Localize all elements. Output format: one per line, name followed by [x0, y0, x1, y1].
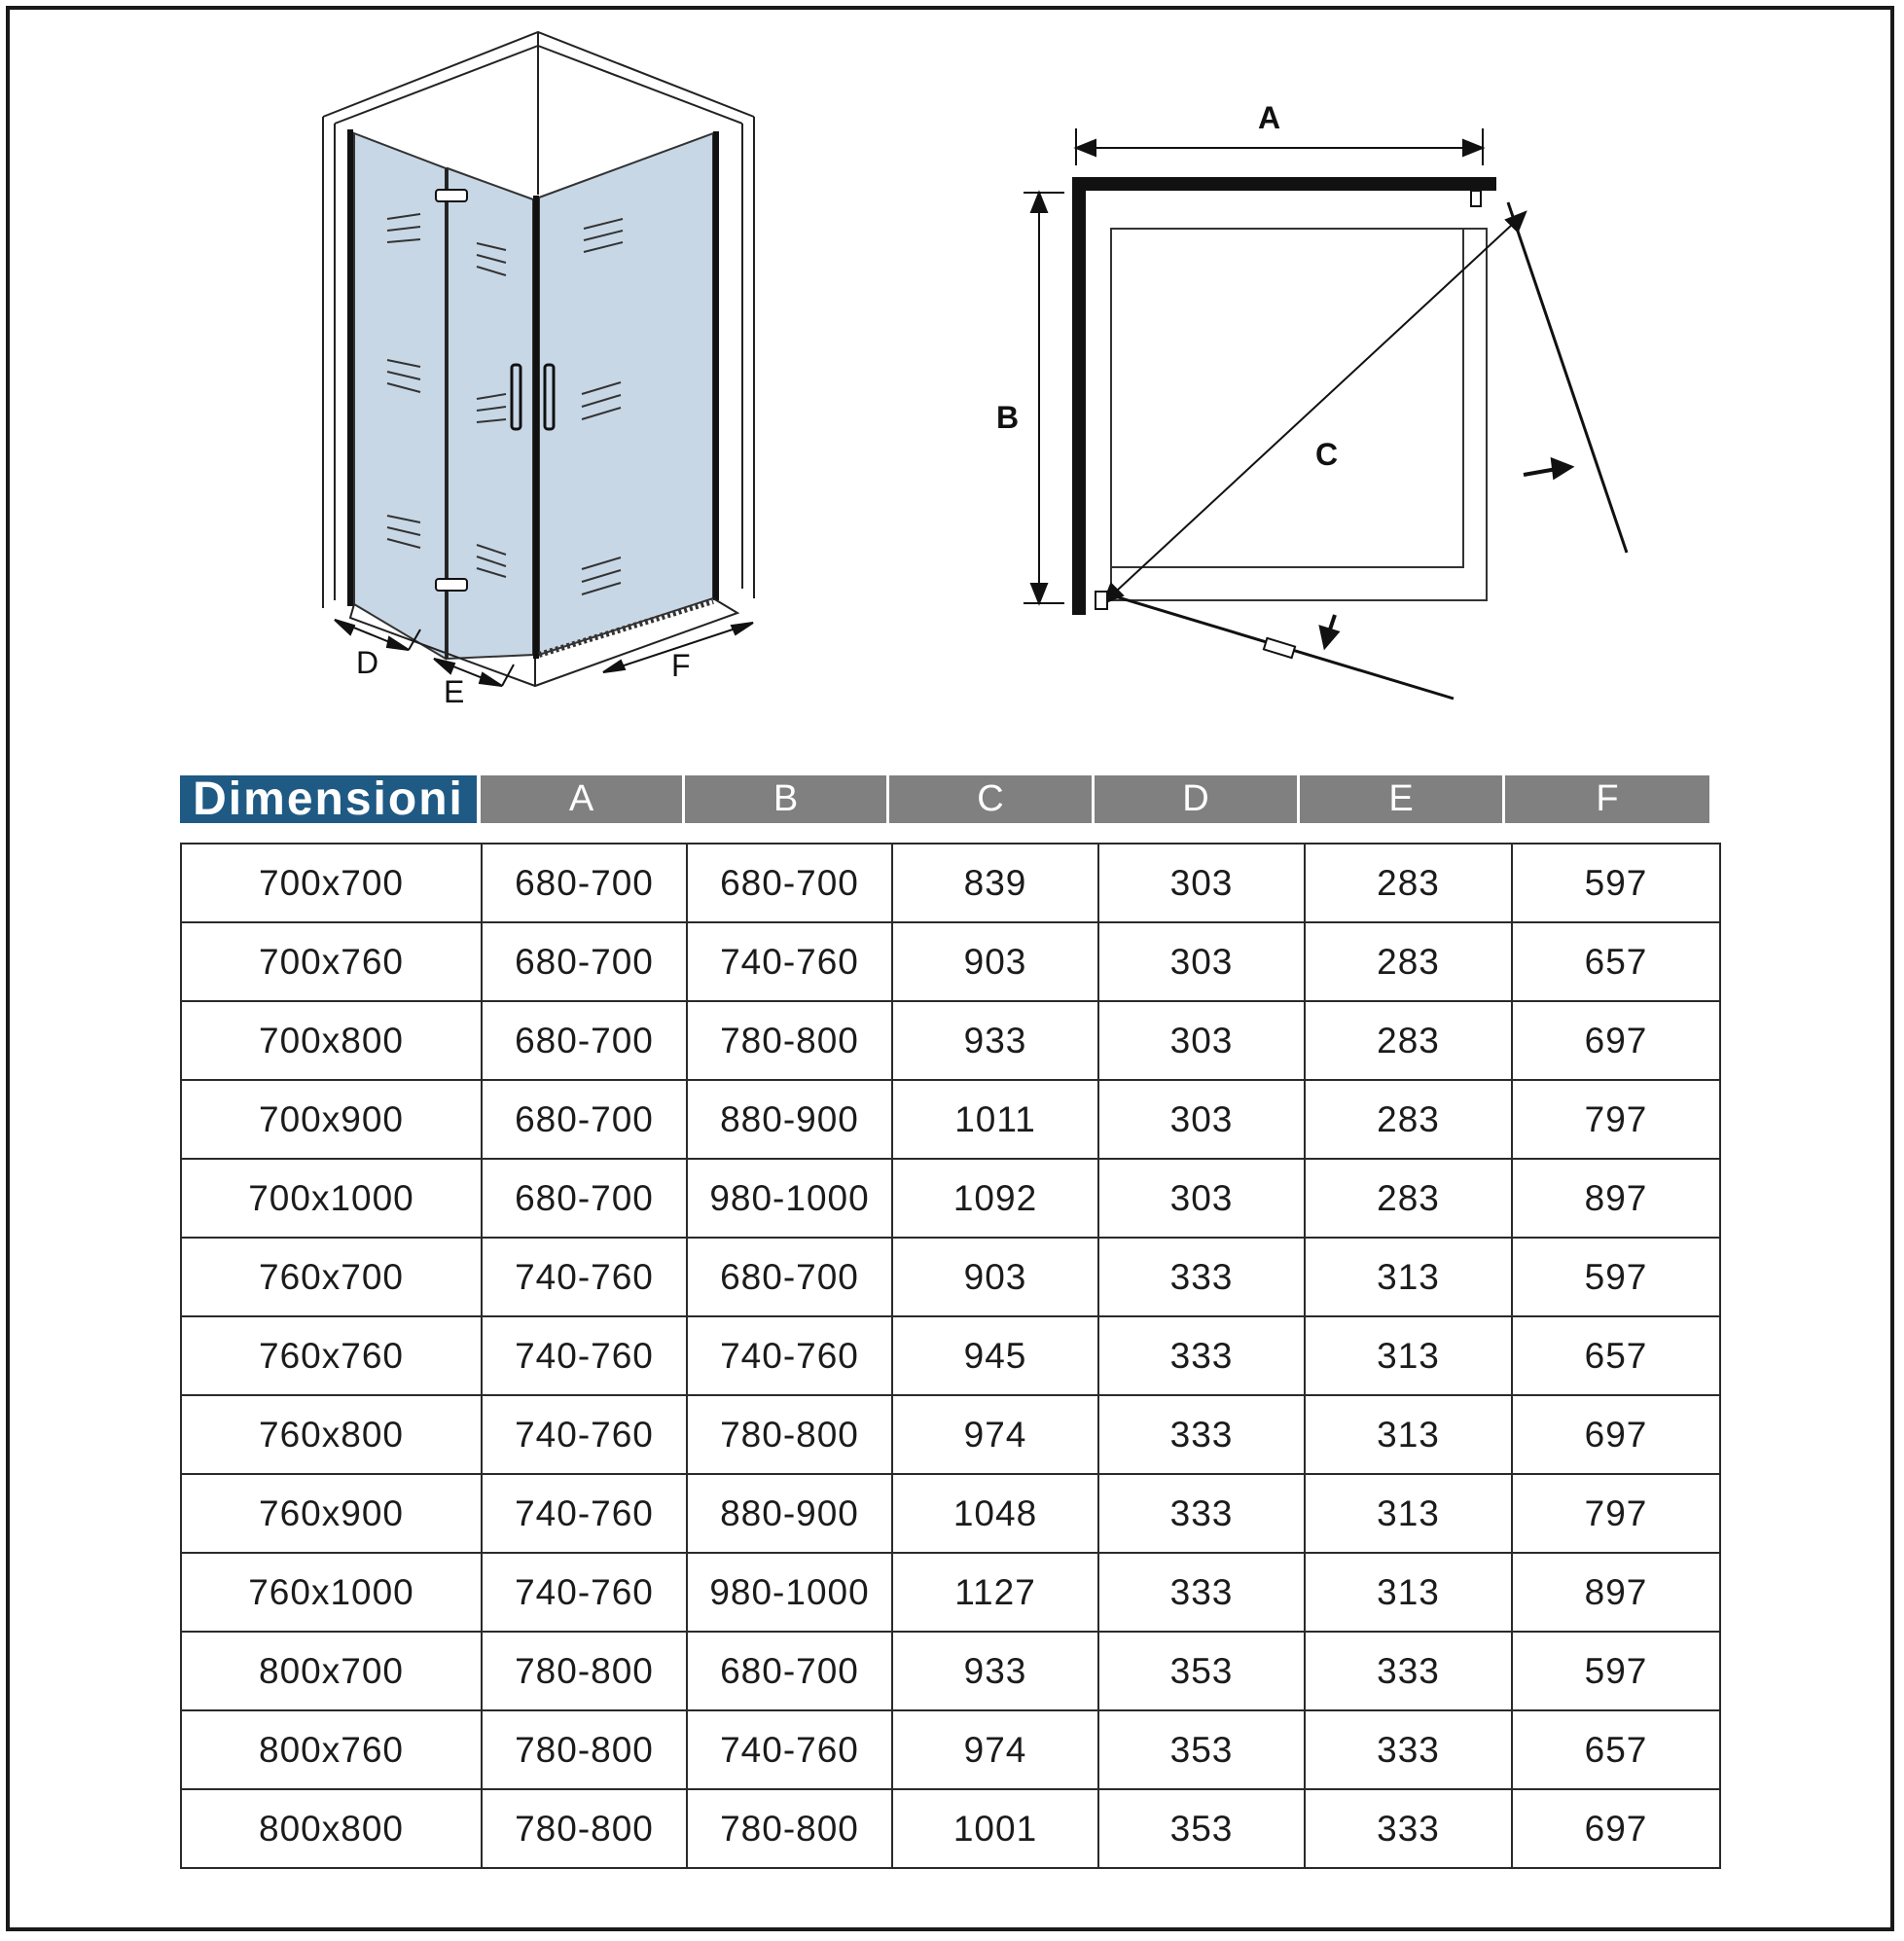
b-cell: 880-900: [687, 1080, 892, 1159]
e-cell: 283: [1305, 844, 1512, 922]
d-cell: 333: [1098, 1316, 1305, 1395]
size-cell: 700x800: [181, 1001, 482, 1080]
a-cell: 780-800: [482, 1710, 687, 1789]
f-cell: 697: [1512, 1395, 1720, 1474]
label-f: F: [671, 648, 691, 683]
d-cell: 303: [1098, 844, 1305, 922]
table-row: [181, 1553, 1720, 1632]
label-e: E: [444, 674, 465, 709]
c-cell: 1092: [892, 1159, 1098, 1238]
label-d: D: [356, 645, 379, 680]
size-cell: 760x800: [181, 1395, 482, 1474]
c-cell: 903: [892, 1238, 1098, 1316]
c-cell: 1127: [892, 1553, 1098, 1632]
f-cell: 657: [1512, 922, 1720, 1001]
b-cell: 980-1000: [687, 1553, 892, 1632]
left-door-panel: [354, 133, 446, 659]
a-cell: 740-760: [482, 1316, 687, 1395]
table-header-row: [180, 775, 1709, 823]
size-cell: 760x900: [181, 1474, 482, 1553]
size-cell: 800x760: [181, 1710, 482, 1789]
e-cell: 313: [1305, 1474, 1512, 1553]
c-cell: 974: [892, 1395, 1098, 1474]
b-cell: 680-700: [687, 1632, 892, 1710]
b-cell: 680-700: [687, 1238, 892, 1316]
d-cell: 353: [1098, 1789, 1305, 1868]
a-cell: 740-760: [482, 1474, 687, 1553]
right-side-panel: [539, 133, 713, 655]
header-col-b: B: [685, 775, 886, 823]
e-cell: 283: [1305, 922, 1512, 1001]
table-row: [181, 1001, 1720, 1080]
d-cell: 333: [1098, 1238, 1305, 1316]
size-cell: 760x1000: [181, 1553, 482, 1632]
e-cell: 333: [1305, 1789, 1512, 1868]
table-row: [181, 844, 1720, 922]
f-cell: 697: [1512, 1001, 1720, 1080]
e-cell: 313: [1305, 1395, 1512, 1474]
table-row: [181, 922, 1720, 1001]
header-col-d: D: [1095, 775, 1297, 823]
f-cell: 597: [1512, 844, 1720, 922]
size-cell: 700x700: [181, 844, 482, 922]
a-cell: 680-700: [482, 922, 687, 1001]
a-cell: 680-700: [482, 1001, 687, 1080]
enclosure-perspective-diagram: [311, 24, 778, 725]
size-cell: 760x700: [181, 1238, 482, 1316]
c-cell: 903: [892, 922, 1098, 1001]
c-cell: 933: [892, 1001, 1098, 1080]
d-cell: 303: [1098, 1159, 1305, 1238]
c-cell: 933: [892, 1632, 1098, 1710]
size-cell: 800x700: [181, 1632, 482, 1710]
label-a: A: [1258, 100, 1281, 135]
table-row: [181, 1632, 1720, 1710]
b-cell: 780-800: [687, 1395, 892, 1474]
f-cell: 897: [1512, 1159, 1720, 1238]
d-cell: 333: [1098, 1553, 1305, 1632]
d-cell: 303: [1098, 922, 1305, 1001]
b-cell: 740-760: [687, 922, 892, 1001]
e-cell: 313: [1305, 1553, 1512, 1632]
f-cell: 697: [1512, 1789, 1720, 1868]
label-b: B: [996, 400, 1020, 435]
header-col-c: C: [889, 775, 1092, 823]
header-title: Dimensioni: [180, 775, 477, 823]
c-cell: 1011: [892, 1080, 1098, 1159]
f-cell: 657: [1512, 1710, 1720, 1789]
table-row: [181, 1710, 1720, 1789]
a-cell: 780-800: [482, 1632, 687, 1710]
table-row: [181, 1789, 1720, 1868]
b-cell: 980-1000: [687, 1159, 892, 1238]
table-row: [181, 1316, 1720, 1395]
table-row: [181, 1080, 1720, 1159]
b-cell: 740-760: [687, 1316, 892, 1395]
dimensions-table: [180, 843, 1721, 1869]
b-cell: 740-760: [687, 1710, 892, 1789]
a-cell: 780-800: [482, 1789, 687, 1868]
enclosure-plan-diagram: [983, 88, 1664, 720]
c-cell: 974: [892, 1710, 1098, 1789]
f-cell: 597: [1512, 1238, 1720, 1316]
e-cell: 283: [1305, 1159, 1512, 1238]
f-cell: 897: [1512, 1553, 1720, 1632]
a-cell: 680-700: [482, 1080, 687, 1159]
c-cell: 1048: [892, 1474, 1098, 1553]
f-cell: 597: [1512, 1632, 1720, 1710]
header-col-e: E: [1300, 775, 1502, 823]
f-cell: 797: [1512, 1080, 1720, 1159]
table-row: [181, 1474, 1720, 1553]
c-cell: 945: [892, 1316, 1098, 1395]
d-cell: 333: [1098, 1395, 1305, 1474]
e-cell: 333: [1305, 1710, 1512, 1789]
f-cell: 797: [1512, 1474, 1720, 1553]
a-cell: 740-760: [482, 1553, 687, 1632]
header-col-a: A: [481, 775, 682, 823]
d-cell: 303: [1098, 1080, 1305, 1159]
a-cell: 740-760: [482, 1238, 687, 1316]
e-cell: 313: [1305, 1316, 1512, 1395]
e-cell: 283: [1305, 1080, 1512, 1159]
size-cell: 700x900: [181, 1080, 482, 1159]
c-cell: 1001: [892, 1789, 1098, 1868]
a-cell: 680-700: [482, 1159, 687, 1238]
a-cell: 740-760: [482, 1395, 687, 1474]
b-cell: 780-800: [687, 1789, 892, 1868]
label-c: C: [1315, 437, 1339, 472]
e-cell: 333: [1305, 1632, 1512, 1710]
d-cell: 353: [1098, 1710, 1305, 1789]
b-cell: 880-900: [687, 1474, 892, 1553]
e-cell: 313: [1305, 1238, 1512, 1316]
header-col-f: F: [1505, 775, 1709, 823]
f-cell: 657: [1512, 1316, 1720, 1395]
table-row: [181, 1395, 1720, 1474]
e-cell: 283: [1305, 1001, 1512, 1080]
d-cell: 303: [1098, 1001, 1305, 1080]
a-cell: 680-700: [482, 844, 687, 922]
table-row: [181, 1238, 1720, 1316]
d-cell: 353: [1098, 1632, 1305, 1710]
size-cell: 700x1000: [181, 1159, 482, 1238]
size-cell: 800x800: [181, 1789, 482, 1868]
d-cell: 333: [1098, 1474, 1305, 1553]
c-cell: 839: [892, 844, 1098, 922]
size-cell: 760x760: [181, 1316, 482, 1395]
table-row: [181, 1159, 1720, 1238]
b-cell: 780-800: [687, 1001, 892, 1080]
b-cell: 680-700: [687, 844, 892, 922]
size-cell: 700x760: [181, 922, 482, 1001]
